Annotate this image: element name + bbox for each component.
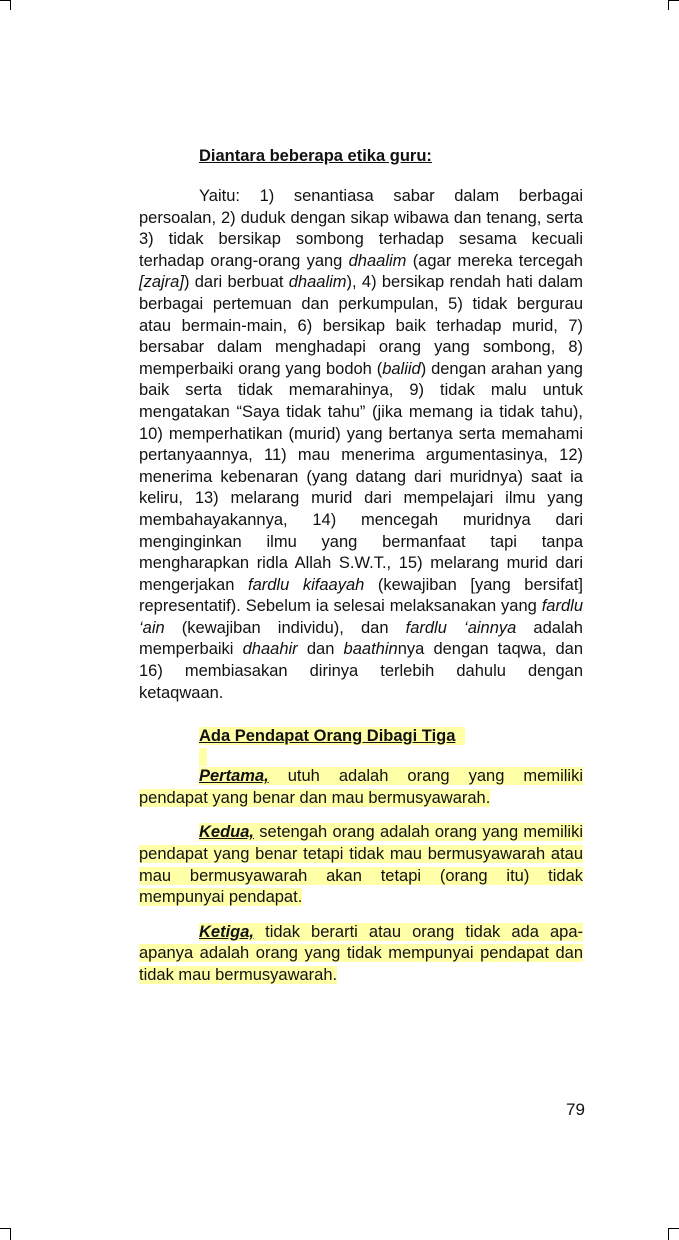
item-text: utuh adalah orang yang memiliki pendapat yang benar dan mau bermusyawarah. [139,767,583,807]
crop-mark-bottom-left-h [0,1228,10,1229]
crop-mark-top-right-h [669,0,679,1]
italic-term: dhaalim [288,273,347,292]
italic-term: baliid [382,359,421,378]
italic-term: dhaalim [348,251,407,270]
item-lead: Ketiga, [199,922,255,941]
italic-term: fardlu kifaayah [247,575,365,594]
italic-term: fardlu ‘ain [139,597,583,637]
highlight-mark [199,748,207,766]
etika-guru-paragraph [139,186,583,704]
item-lead: Kedua, [199,823,255,842]
item-lead: Pertama, [199,767,269,786]
crop-mark-top-right-v [668,0,669,10]
body-text: Yaitu: 1) senantiasa sabar dalam berbagai persoalan, 2) duduk dengan sikap wibawa dan tenang, serta 3) tidak bersikap sombong terhadap sesama kecuali terhadap orang-orang yang [139,187,583,270]
crop-mark-bottom-left-v [10,1228,11,1240]
page-heading: Diantara beberapa etika guru: [199,147,432,165]
item-text: setengah orang adalah orang yang memiliki pendapat yang benar tetapi tidak mau bermusyawarah atau mau bermusyawarah akan tetapi (orang itu) tidak mempunyai pendapat. [139,823,583,907]
body-text: (agar mereka tercegah [406,251,583,270]
page-number: 79 [566,1100,585,1119]
page-content [139,144,583,987]
list-item [139,822,583,908]
list-item [139,922,583,987]
section-heading [199,724,583,748]
body-text: (kewajiban [yang bersifat] representatif). Sebelum ia selesai melaksanakan yang [139,575,583,616]
body-text: ) dari berbuat [183,273,289,292]
body-text: nya dengan taqwa, dan 16) membiasakan dirinya terlebih dahulu dengan ketaqwaan. [139,640,583,702]
body-text: dan [297,640,344,659]
body-text: ), 4) bersikap rendah hati dalam berbagai pertemuan dan perkumpulan, 5) tidak bergurau atau bermain-main, 6) bersikap baik terhadap murid, 7) bersabar dalam menghadapi orang yang sombong, 8) memperbaiki orang yang bodoh ( [139,273,583,378]
body-text: ) dengan arahan yang baik serta tidak memarahinya, 9) tidak malu untuk mengatakan “Saya tidak tahu” (jika memang ia tidak tahu), 10) memperhatikan (murid) yang bertanya serta memahami pertanyaannya, 11) mau menerima argumentasinya, 12) menerima kebenaran (yang datang dari muridnya) saat ia keliru, 13) melarang murid dari mempelajari ilmu yang membahayakannya, 14) mencegah muridnya dari menginginkan ilmu yang bermanfaat tapi tanpa mengharapkan ridla Allah S.W.T., 15) melarang murid dari mengerjakan [139,359,583,594]
crop-mark-top-left-v [10,0,11,10]
section-heading-text: Ada Pendapat Orang Dibagi Tiga [199,727,465,745]
body-text: (kewajiban individu), dan [164,618,406,637]
crop-mark-bottom-right-v [668,1228,669,1240]
italic-term: dhaahir [242,640,298,659]
italic-term: baathin [343,640,398,659]
list-item [139,766,583,809]
body-text: adalah memperbaiki [139,618,583,659]
italic-term: fardlu ‘ainnya [405,618,517,637]
italic-term: [zajra] [139,273,184,292]
crop-mark-bottom-right-h [669,1228,679,1229]
item-text: tidak berarti atau orang tidak ada apa-apanya adalah orang yang tidak mempunyai pendapat dan tidak mau bermusyawarah. [139,922,583,984]
crop-mark-top-left-h [0,0,10,1]
